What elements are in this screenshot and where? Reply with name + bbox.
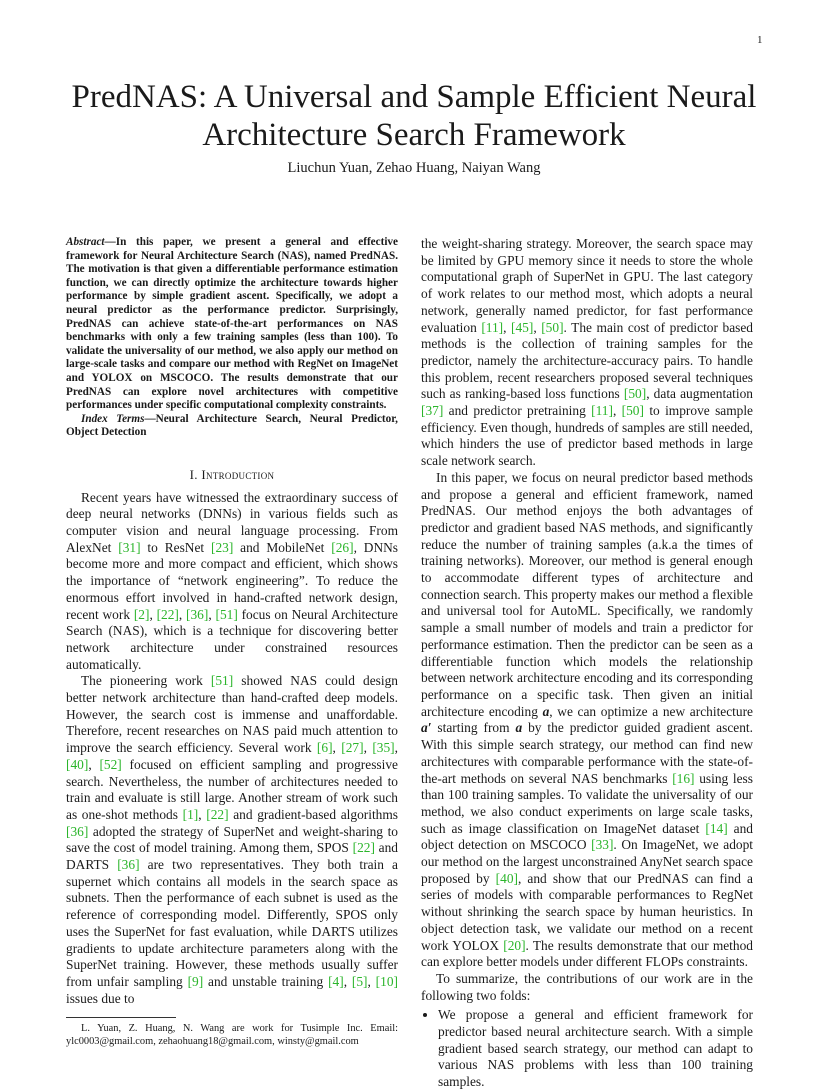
citation-link[interactable]: [22] (156, 606, 179, 622)
contribution-list (421, 1007, 753, 1091)
citation-link[interactable]: [31] (118, 539, 141, 555)
math-symbol: a (515, 720, 523, 736)
index-terms-label: Index Terms (81, 412, 145, 425)
citation-link[interactable]: [52] (99, 756, 122, 772)
intro-paragraph-3: the weight-sharing strategy. Moreover, the search space may be limited by GPU memory since it needs to store the whole computational graph of SuperNet in GPU. The last category of work relates to our method most, which adopts a neural network, generally named predictor, for fast performance evaluation [11], [45], [50]. The main cost of predictor based methods is the collection of training samples for the predictor, namely the architecture-accuracy pairs. To handle this problem, recent researchers proposed several techniques such as ranking-based loss functions [50], data augmentation [37] and predictor pretraining [11], [50] to improve sample efficiency. Even though, hundreds of samples are still needed, which hinders the use of predictor based methods in large scale network search. (421, 236, 753, 469)
citation-link[interactable]: [22] (352, 840, 375, 856)
abstract (66, 236, 398, 440)
citation-link[interactable]: [2] (133, 606, 150, 622)
section-heading: I. Introduction (189, 466, 275, 482)
paper-title: PredNAS: A Universal and Sample Efficient Neural Architecture Search Framework (71, 79, 757, 153)
math-symbol: a (542, 703, 550, 719)
author-list: Liuchun Yuan, Zehao Huang, Naiyan Wang (287, 160, 541, 176)
citation-link[interactable]: [5] (351, 974, 368, 989)
abstract-label: Abstract (66, 236, 105, 248)
intro-paragraph-1: Recent years have witnessed the extraordinary success of deep neural networks (DNNs) in various fields such as computer vision and neural language processing. From AlexNet [31] to ResNet [23] and MobileNet [26], DNNs become more and more compact and efficient, which shows the importance of “network engineering”. To reduce the enormous effort involved in hand-crafted network design, recent work [2], [22], [36], [51] focus on Neural Architecture Search (NAS), which is a technique for discovering better network architecture under constrained resources automatically. (66, 489, 398, 672)
citation-link[interactable]: [37] (421, 403, 444, 419)
citation-link[interactable]: [4] (328, 974, 344, 989)
citation-link[interactable]: [45] (511, 319, 534, 335)
citation-link[interactable]: [11] (591, 403, 613, 419)
intro-paragraph-5: To summarize, the contributions of our work are in the following two folds: (421, 970, 753, 1003)
citation-link[interactable]: [35] (372, 740, 395, 756)
citation-link[interactable]: [11] (481, 319, 504, 335)
footnote-rule (66, 1017, 176, 1018)
citation-link[interactable]: [22] (206, 806, 229, 822)
citation-link[interactable]: [9] (187, 974, 204, 989)
citation-link[interactable]: [50] (621, 403, 644, 419)
citation-link[interactable]: [51] (210, 673, 234, 689)
intro-paragraph-2: The pioneering work [51] showed NAS could design better network architecture than hand-crafted deep models. However, the search cost is immense and unaffordable. Therefore, recent researches on NAS paid much attention to improve the search efficiency. Several work [6], [27], [35], [40], [52] focused on efficient sampling and progressive search. Nevertheless, the number of architectures needed to train and evaluate is still large. Another stream of work such as one-shot methods [1], [22] and gradient-based algorithms [36] adopted the strategy of SuperNet and weight-sharing to save the cost of model training. Among them, SPOS [22] and DARTS [36] are two representatives. They both train a supernet which contains all models in the search space as subnets. Then the performance of each subnet is used as the reference of corresponding model. Differently, SPOS only uses the SuperNet for fast evaluation, while DARTS utilizes gradients to update architecture parameters along with the SuperNet training. However, these methods usually suffer from unfair sampling [9] and unstable training [4], [5], [10] issues due to (66, 673, 398, 1006)
page-number: 1 (757, 34, 763, 46)
citation-link[interactable]: [40] (495, 870, 518, 886)
citation-link[interactable]: [14] (705, 820, 728, 836)
citation-link[interactable]: [36] (66, 823, 89, 839)
citation-link[interactable]: [33] (591, 837, 614, 853)
index-terms-text: —Neural Architecture Search, Neural Predictor, Object Detection (66, 412, 398, 439)
citation-link[interactable]: [26] (331, 539, 354, 555)
citation-link[interactable]: [51] (215, 606, 238, 622)
abstract-text: —In this paper, we present a general and effective framework for Neural Architecture Search (NAS), named PredNAS. The motivation is that given a differentiable performance estimation function, we can directly optimize the architecture towards higher performance by simple gradient ascent. Specifically, we adopt a neural predictor as the performance predictor. Surprisingly, PredNAS can achieve state-of-the-art performances on NAS benchmarks with only a few training samples (less than 100). To validate the universality of our method, we also apply our method on large-scale tasks and compare our method with RegNet on ImageNet and YOLOX on MSCOCO. The results demonstrate that our PredNAS can explore novel architectures with competitive performances under specific computational complexity constraints. (66, 236, 398, 412)
right-column (421, 236, 753, 1091)
citation-link[interactable]: [50] (623, 386, 647, 402)
contribution-item: • We propose a general and efficient framework for predictor based neural architecture search. With a simple gradient based search strategy, our method can adapt to various NAS problems with less than 100 training samples. (438, 1007, 753, 1091)
citation-link[interactable]: [16] (672, 770, 695, 786)
citation-link[interactable]: [50] (541, 319, 564, 335)
left-column (66, 236, 398, 1048)
citation-link[interactable]: [10] (375, 974, 398, 989)
footnote: L. Yuan, Z. Huang, N. Wang are work for Tusimple Inc. Email: ylc0003@gmail.com, zehaohuang18@gmail.com, winsty@gmail.com (66, 1023, 398, 1048)
math-symbol: a′ (421, 720, 432, 736)
citation-link[interactable]: [20] (503, 937, 526, 953)
citation-link[interactable]: [40] (66, 756, 89, 772)
intro-paragraph-4: In this paper, we focus on neural predictor based methods and propose a general and efficient framework, named PredNAS. Our method enjoys the both advantages of predictor and gradient based NAS methods, and significantly reduce the number of training samples (a.k.a the times of training networks). Moreover, our method is general enough to accommodate different types of architecture and connection search. This property makes our method a flexible and universal tool for AutoML. Specifically, we randomly sample a small number of models and train a predictor for performance estimation. Then the predictor can be seen as a differentiable function which models the relationship between network architecture encoding and its corresponding performance on a specific task. Then given an initial architecture encoding a, we can optimize a new architecture a′ starting from a by the predictor guided gradient ascent. With this simple search strategy, our method can find new architectures with comparable performance with the state-of-the-art methods on several NAS benchmarks [16] using less than 100 training samples. To validate the universality of our method, we also conduct experiments on large scale tasks, such as image classification on ImageNet dataset [14] and object detection on MSCOCO [33]. On ImageNet, we adopt our method on the largest unconstrained AnyNet search space proposed by [40], and show that our PredNAS can find a series of models with comparable performances to RegNet without shrinking the search space by human heuristics. In object detection task, we validate our method on a recent work YOLOX [20]. The results demonstrate that our method can explore better models under different FLOPs constraints. (421, 469, 754, 970)
citation-link[interactable]: [1] (182, 806, 199, 822)
citation-link[interactable]: [27] (341, 740, 364, 756)
citation-link[interactable]: [36] (186, 606, 209, 622)
citation-link[interactable]: [23] (210, 539, 234, 555)
citation-link[interactable]: [36] (117, 857, 140, 873)
citation-link[interactable]: [6] (316, 740, 333, 756)
